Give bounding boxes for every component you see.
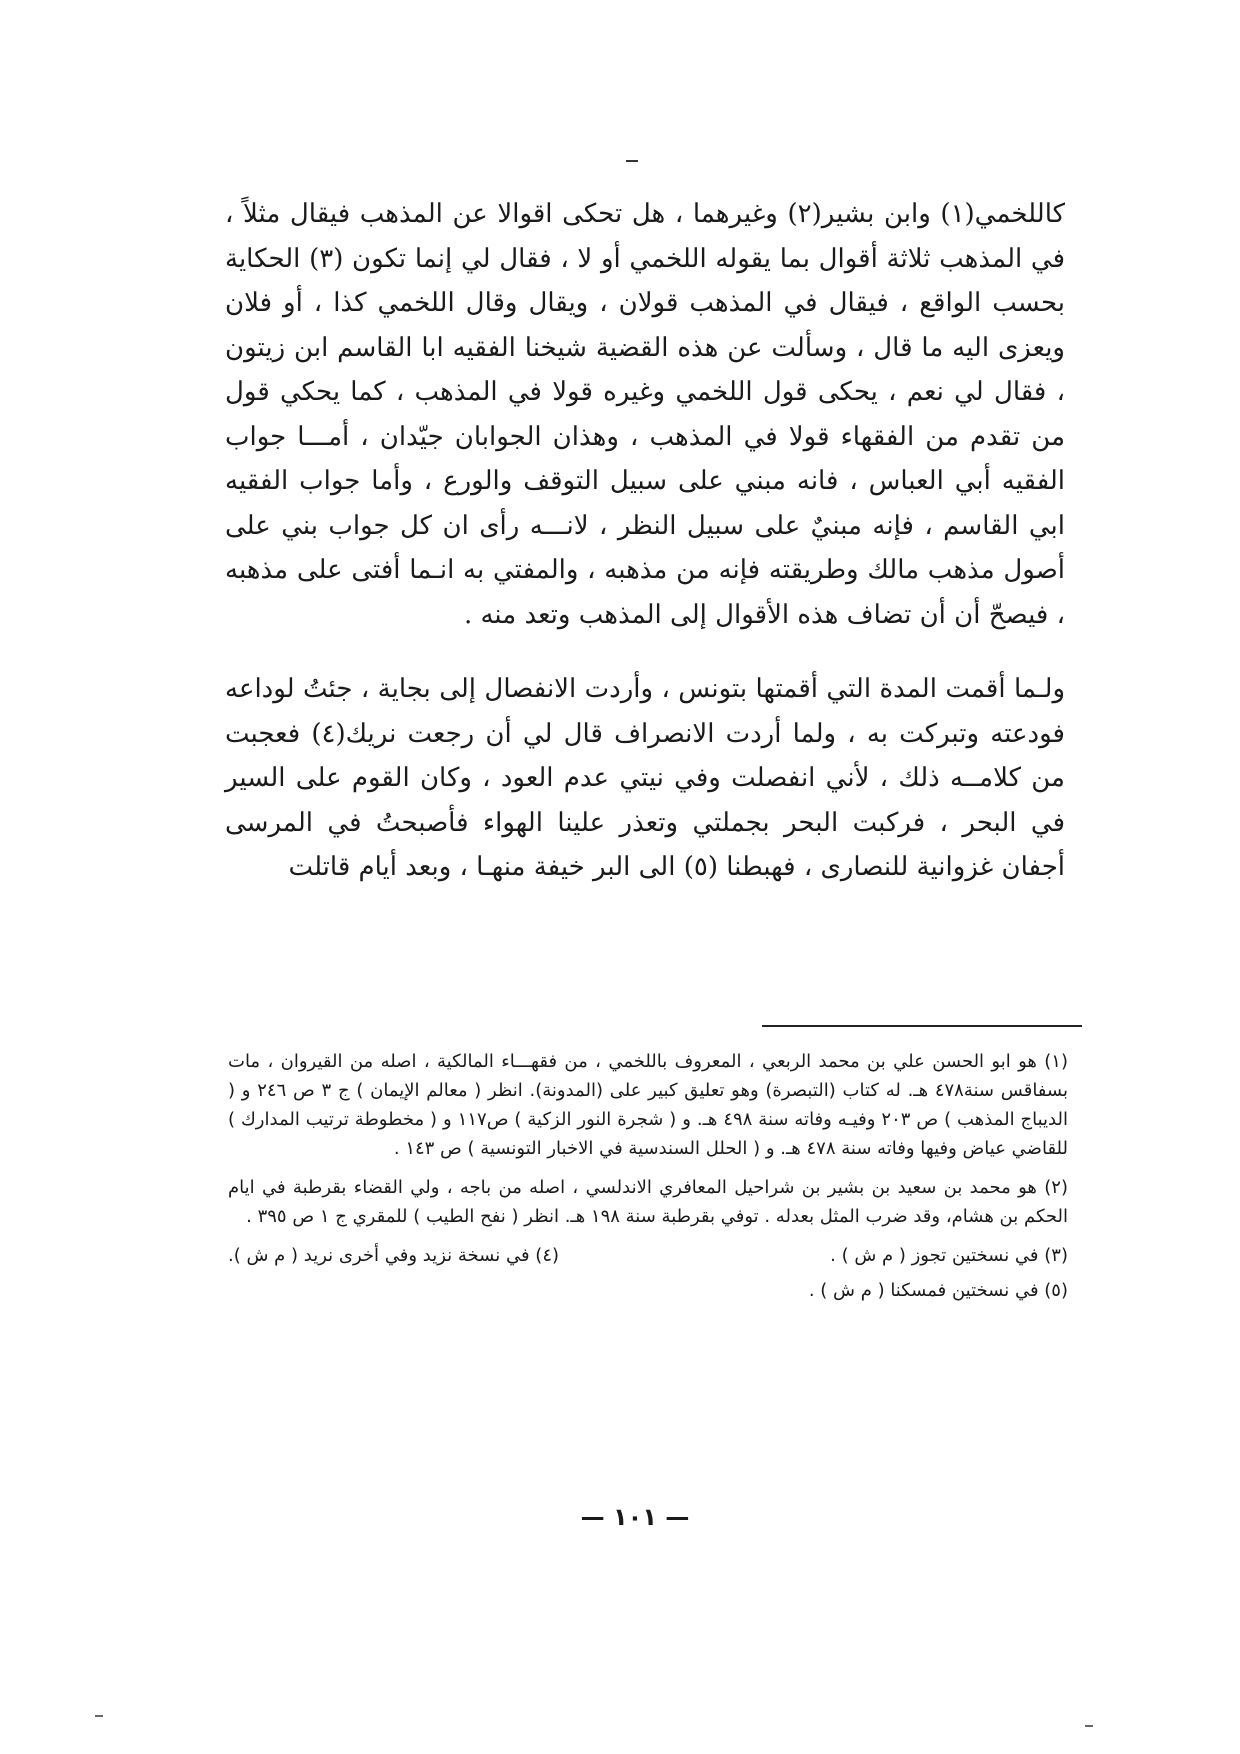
footnotes-section <box>228 1047 1068 1315</box>
footnote-2: (٢) هو محمد بن سعيد بن بشير بن شراحيل المعافري الاندلسي ، اصله من باجه ، ولي القضاء بقرطبة في ايام الحكم بن هشام، وقد ضرب المثل بعدله . توفي بقرطبة سنة ١٩٨ هـ. انظر ( نفح الطيب ) للمقري ج ١ ص ٣٩٥ . <box>228 1177 1068 1227</box>
scan-speck <box>95 1715 103 1717</box>
footnote-row-3-4 <box>228 1241 1068 1270</box>
footnote-1: (١) هو ابو الحسن علي بن محمد الربعي ، المعروف باللخمي ، من فقهـــاء المالكية ، اصله من القيروان ، مات بسفاقس سنة٤٧٨ هـ. له كتاب (التبصرة) وهو تعليق كبير على (المدونة). انظر ( معالم الإيمان ) ج ٣ ص ٢٤٦ و ( الديباج المذهب ) ص ٢٠٣ وفيـه وفاته سنة ٤٩٨ هـ. و ( شجرة النور الزكية ) ص١١٧ و ( مخطوطة ترتيب المدارك ) للقاضي عياض وفيها وفاته سنة ٤٧٨ هـ. و ( الحلل السندسية في الاخبار التونسية ) ص ١٤٣ . <box>228 1051 1068 1159</box>
body-paragraph-2: ولـما أقمت المدة التي أقمتها بتونس ، وأردت الانفصال إلى بجاية ، جئتُ لوداعه فودعته وتبركت به ، ولما أردت الانصراف قال لي أن رجعت نريك(٤) فعجبت من كلامــه ذلك ، لأني انفصلت وفي نيتي عدم العود ، وكان القوم على السير في البحر ، فركبت البحر بجملتي وتعذر علينا الهواء فأصبحتُ في المرسى أجفان غزوانية للنصارى ، فهبطنا (٥) الى البر خيفة منهـا ، وبعد أيام قاتلت <box>225 674 1065 882</box>
page-number: — ١٠١ — <box>580 1503 690 1531</box>
main-body-text <box>225 192 1065 890</box>
footnote-4: (٤) في نسخة نزيد وفي أخرى نريد ( م ش ). <box>228 1245 560 1266</box>
scan-speck <box>1085 1725 1093 1727</box>
footnote-5: (٥) في نسختين فمسكنا ( م ش ) . <box>808 1280 1068 1301</box>
footnote-3: (٣) في نسختين تجوز ( م ش ) . <box>830 1245 1068 1266</box>
body-paragraph-1: كاللخمي(١) وابن بشير(٢) وغيرهما ، هل تحكى اقوالا عن المذهب فيقال مثلاً ، في المذهب ثلاثة أقوال بما يقوله اللخمي أو لا ، فقال لي إنما تكون (٣) الحكاية بحسب الواقع ، فيقال في المذهب قولان ، ويقال وقال اللخمي كذا ، أو فلان ويعزى اليه ما قال ، وسألت عن هذه القضية شيخنا الفقيه ابا القاسم ابن زيتون ، فقال لي نعم ، يحكى قول اللخمي وغيره قولا في المذهب ، كما يحكي قول من تقدم من الفقهاء قولا في المذهب ، وهذان الجوابان جيّدان ، أمـــا جواب الفقيه أبي العباس ، فانه مبني على سبيل التوقف والورع ، وأما جواب الفقيه ابي القاسم ، فإنه مبنيٌ على سبيل النظر ، لانـــه رأى ان كل جواب بني على أصول مذهب مالك وطريقته فإنه من مذهبه ، والمفتي به انـما أفتى على مذهبه ، فيصحّ أن أن تضاف هذه الأقوال إلى المذهب وتعد منه . <box>225 199 1066 630</box>
footnote-separator <box>762 1025 1082 1027</box>
top-dash-mark <box>626 160 638 162</box>
